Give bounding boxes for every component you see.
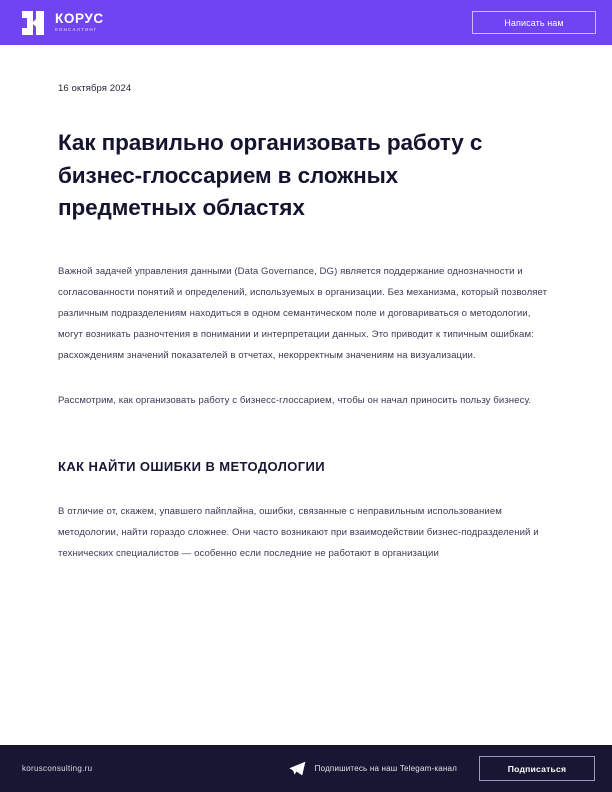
contact-us-button[interactable]: Написать нам xyxy=(472,11,596,34)
article-content xyxy=(0,45,612,745)
site-header xyxy=(0,0,612,45)
logo-title: КОРУС xyxy=(55,11,104,27)
korus-logo-mark-icon xyxy=(22,11,48,35)
site-footer xyxy=(0,745,612,792)
article-paragraph-3: В отличие от, скажем, упавшего пайплайна, ошибки, связанные с неправильным использованием методологии, найти гораздо сложнее. Они часто возникают при взаимодействии бизнес-подразделений и технических специалистов — особенно если последние не работают в организации xyxy=(58,506,539,560)
korus-logo[interactable] xyxy=(22,11,104,35)
telegram-icon xyxy=(289,761,306,776)
page-title: Как правильно организовать работу с бизнес-глоссарием в сложных предметных областях xyxy=(58,130,483,221)
article-date: 16 октября 2024 xyxy=(58,83,132,94)
telegram-promo xyxy=(289,761,457,776)
article-paragraph-1: Важной задачей управления данными (Data Governance, DG) является поддержание однозначности и согласованности понятий и определений, используемых в организации. Без механизма, который позволяет различным подразделениям находиться в одном семантическом поле и договариваться о методологии, могут возникать разночтения в понимании и интерпретации данных. Это приводит к типичным ошибкам: расхождениям значений показателей в отчетах, некорректным значениям на визуализации. xyxy=(58,265,548,361)
logo-subtitle: КОНСАЛТИНГ xyxy=(55,27,98,33)
subscribe-button[interactable]: Подписаться xyxy=(479,756,595,781)
section-heading: КАК НАЙТИ ОШИБКИ В МЕТОДОЛОГИИ xyxy=(58,459,326,475)
korus-logo-text xyxy=(55,12,104,33)
article-paragraph-2: Рассмотрим, как организовать работу с бизнесс-глоссарием, чтобы он начал приносить пользу бизнесу. xyxy=(58,395,532,407)
footer-site-link[interactable]: korusconsulting.ru xyxy=(22,764,93,773)
telegram-promo-text: Подпишитесь на наш Telegam-канал xyxy=(314,764,457,773)
